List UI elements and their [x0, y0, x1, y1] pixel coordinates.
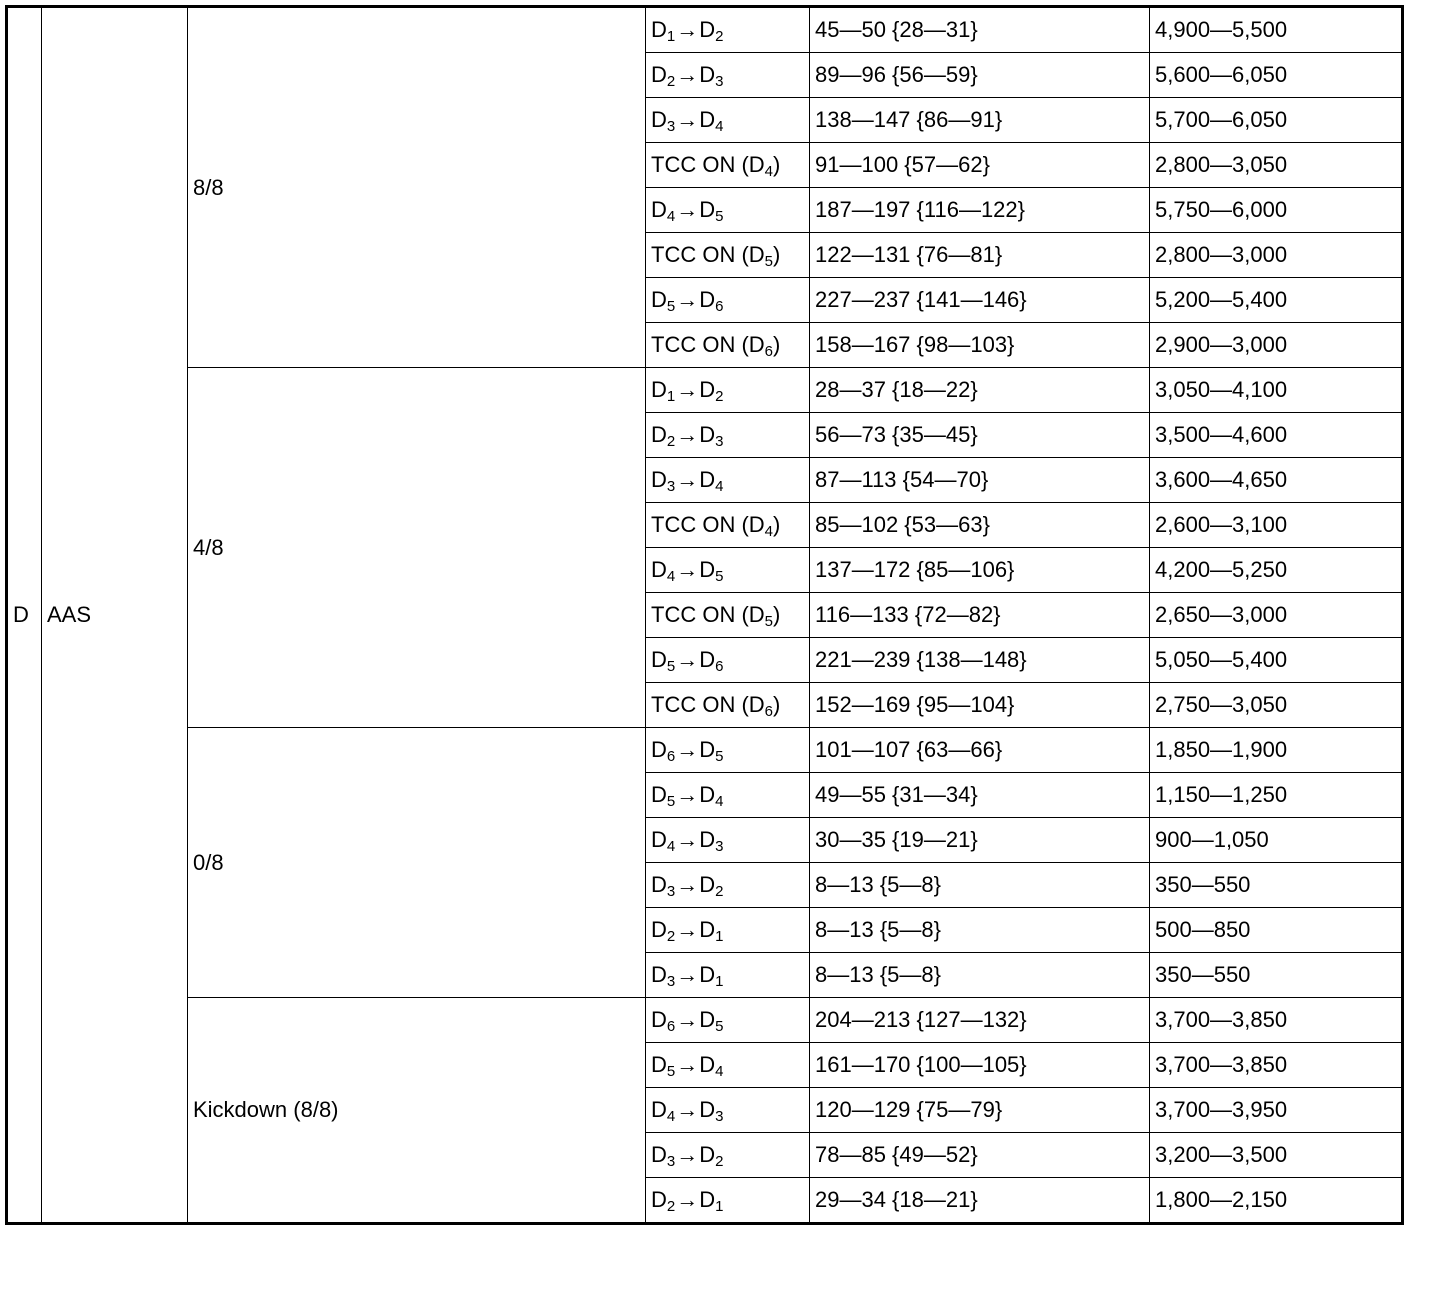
engine-speed-cell: 3,600—4,650 [1150, 458, 1403, 503]
shift-cell: TCC ON $(D_5)$ [646, 593, 810, 638]
table-row [7, 998, 1403, 1043]
shift-cell: $D_4\to D_3$ [646, 1088, 810, 1133]
engine-speed-cell: 3,700—3,850 [1150, 1043, 1403, 1088]
vehicle-speed-cell: 204—213 {127—132} [810, 998, 1150, 1043]
vehicle-speed-cell: 29—34 {18—21} [810, 1178, 1150, 1224]
engine-speed-cell: 5,200—5,400 [1150, 278, 1403, 323]
shift-point-table [5, 5, 1404, 1225]
shift-cell: $D_5\to D_6$ [646, 638, 810, 683]
engine-speed-cell: 3,700—3,850 [1150, 998, 1403, 1043]
vehicle-speed-cell: 120—129 {75—79} [810, 1088, 1150, 1133]
mode-cell: AAS [42, 7, 188, 1224]
engine-speed-cell: 900—1,050 [1150, 818, 1403, 863]
table-row [7, 368, 1403, 413]
vehicle-speed-cell: 161—170 {100—105} [810, 1043, 1150, 1088]
vehicle-speed-cell: 91—100 {57—62} [810, 143, 1150, 188]
shift-cell: $D_5\to D_4$ [646, 773, 810, 818]
engine-speed-cell: 3,200—3,500 [1150, 1133, 1403, 1178]
engine-speed-cell: 5,600—6,050 [1150, 53, 1403, 98]
vehicle-speed-cell: 87—113 {54—70} [810, 458, 1150, 503]
vehicle-speed-cell: 138—147 {86—91} [810, 98, 1150, 143]
engine-speed-cell: 5,050—5,400 [1150, 638, 1403, 683]
table-row [7, 7, 1403, 53]
shift-cell: TCC ON $(D_6)$ [646, 323, 810, 368]
vehicle-speed-cell: 30—35 {19—21} [810, 818, 1150, 863]
vehicle-speed-cell: 101—107 {63—66} [810, 728, 1150, 773]
vehicle-speed-cell: 8—13 {5—8} [810, 863, 1150, 908]
vehicle-speed-cell: 137—172 {85—106} [810, 548, 1150, 593]
shift-cell: $D_3\to D_4$ [646, 98, 810, 143]
vehicle-speed-cell: 56—73 {35—45} [810, 413, 1150, 458]
engine-speed-cell: 2,750—3,050 [1150, 683, 1403, 728]
shift-cell: $D_2\to D_1$ [646, 1178, 810, 1224]
engine-speed-cell: 4,200—5,250 [1150, 548, 1403, 593]
vehicle-speed-cell: 122—131 {76—81} [810, 233, 1150, 278]
vehicle-speed-cell: 221—239 {138—148} [810, 638, 1150, 683]
shift-cell: $D_3\to D_1$ [646, 953, 810, 998]
vehicle-speed-cell: 49—55 {31—34} [810, 773, 1150, 818]
engine-speed-cell: 3,500—4,600 [1150, 413, 1403, 458]
shift-cell: $D_4\to D_3$ [646, 818, 810, 863]
table-row [7, 728, 1403, 773]
vehicle-speed-cell: 45—50 {28—31} [810, 7, 1150, 53]
shift-cell: $D_6\to D_5$ [646, 728, 810, 773]
throttle-condition-cell: 4/8 [188, 368, 646, 728]
vehicle-speed-cell: 8—13 {5—8} [810, 953, 1150, 998]
engine-speed-cell: 350—550 [1150, 953, 1403, 998]
shift-cell: $D_5\to D_6$ [646, 278, 810, 323]
shift-cell: $D_4\to D_5$ [646, 548, 810, 593]
engine-speed-cell: 4,900—5,500 [1150, 7, 1403, 53]
engine-speed-cell: 2,800—3,000 [1150, 233, 1403, 278]
throttle-condition-cell: 8/8 [188, 7, 646, 368]
vehicle-speed-cell: 89—96 {56—59} [810, 53, 1150, 98]
shift-cell: $D_3\to D_2$ [646, 863, 810, 908]
throttle-condition-cell: 0/8 [188, 728, 646, 998]
shift-cell: $D_2\to D_1$ [646, 908, 810, 953]
vehicle-speed-cell: 78—85 {49—52} [810, 1133, 1150, 1178]
shift-cell: $D_6\to D_5$ [646, 998, 810, 1043]
vehicle-speed-cell: 158—167 {98—103} [810, 323, 1150, 368]
vehicle-speed-cell: 8—13 {5—8} [810, 908, 1150, 953]
engine-speed-cell: 500—850 [1150, 908, 1403, 953]
vehicle-speed-cell: 227—237 {141—146} [810, 278, 1150, 323]
shift-cell: $D_1\to D_2$ [646, 368, 810, 413]
vehicle-speed-cell: 116—133 {72—82} [810, 593, 1150, 638]
shift-cell: TCC ON $(D_4)$ [646, 503, 810, 548]
engine-speed-cell: 2,800—3,050 [1150, 143, 1403, 188]
shift-cell: $D_3\to D_2$ [646, 1133, 810, 1178]
shift-cell: $D_2\to D_3$ [646, 53, 810, 98]
engine-speed-cell: 1,800—2,150 [1150, 1178, 1403, 1224]
vehicle-speed-cell: 85—102 {53—63} [810, 503, 1150, 548]
engine-speed-cell: 5,700—6,050 [1150, 98, 1403, 143]
throttle-condition-cell: Kickdown (8/8) [188, 998, 646, 1224]
vehicle-speed-cell: 152—169 {95—104} [810, 683, 1150, 728]
shift-cell: TCC ON $(D_5)$ [646, 233, 810, 278]
shift-cell: $D_5\to D_4$ [646, 1043, 810, 1088]
engine-speed-cell: 1,150—1,250 [1150, 773, 1403, 818]
range-cell: D [7, 7, 42, 1224]
shift-cell: $D_2\to D_3$ [646, 413, 810, 458]
engine-speed-cell: 350—550 [1150, 863, 1403, 908]
shift-cell: $D_1\to D_2$ [646, 7, 810, 53]
engine-speed-cell: 5,750—6,000 [1150, 188, 1403, 233]
engine-speed-cell: 1,850—1,900 [1150, 728, 1403, 773]
engine-speed-cell: 2,900—3,000 [1150, 323, 1403, 368]
engine-speed-cell: 3,700—3,950 [1150, 1088, 1403, 1133]
engine-speed-cell: 2,600—3,100 [1150, 503, 1403, 548]
engine-speed-cell: 3,050—4,100 [1150, 368, 1403, 413]
shift-cell: TCC ON $(D_6)$ [646, 683, 810, 728]
shift-cell: $D_3\to D_4$ [646, 458, 810, 503]
engine-speed-cell: 2,650—3,000 [1150, 593, 1403, 638]
shift-cell: $D_4\to D_5$ [646, 188, 810, 233]
vehicle-speed-cell: 187—197 {116—122} [810, 188, 1150, 233]
vehicle-speed-cell: 28—37 {18—22} [810, 368, 1150, 413]
shift-cell: TCC ON $(D_4)$ [646, 143, 810, 188]
